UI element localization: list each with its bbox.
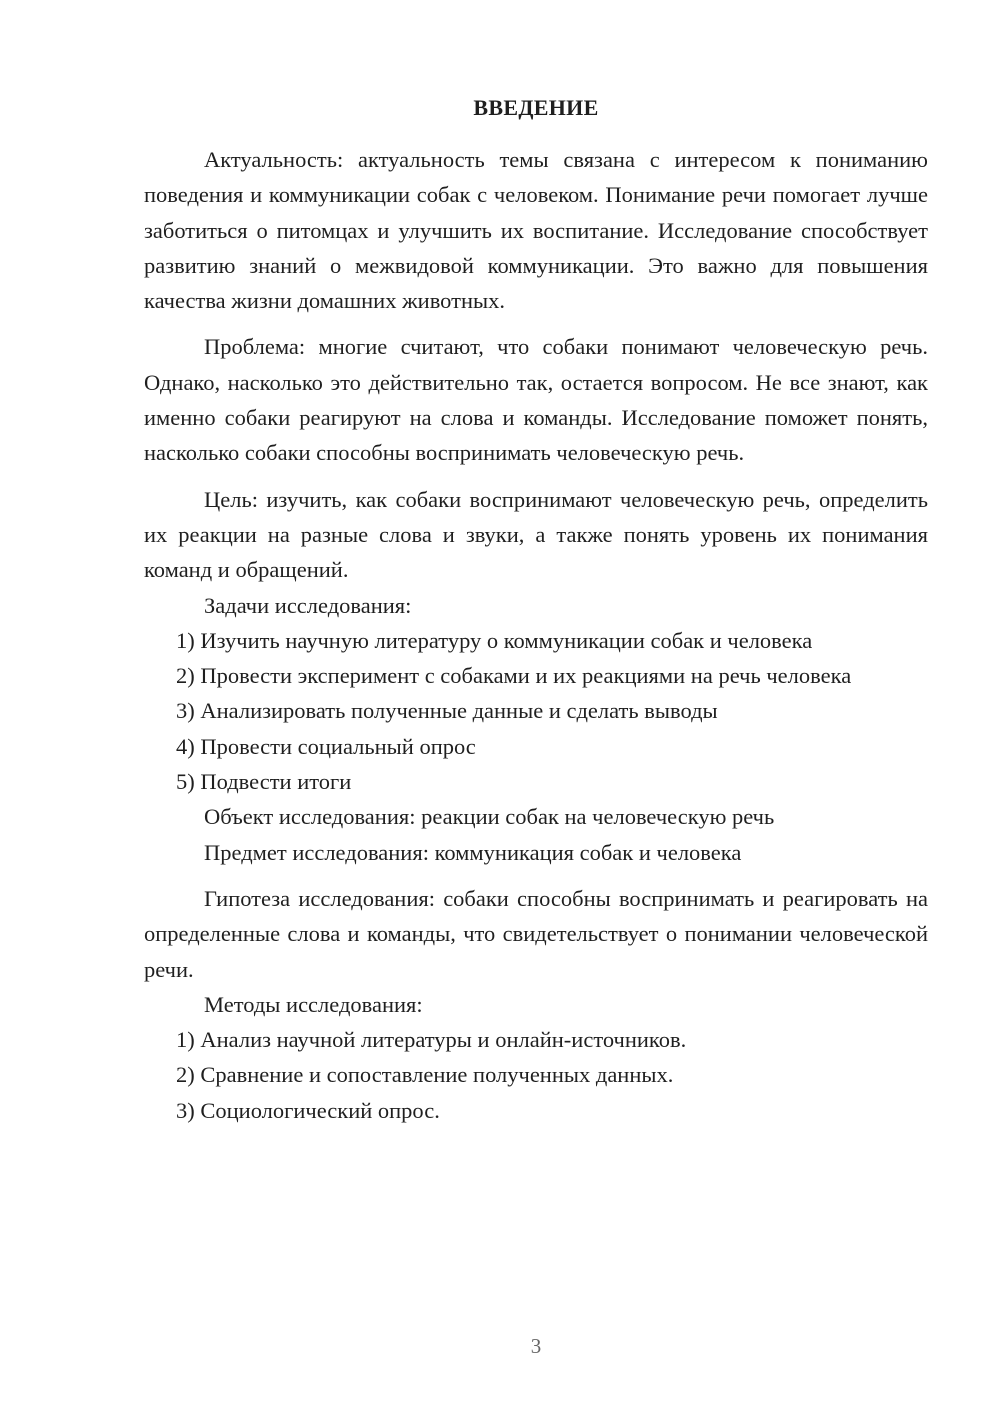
task-item-5: 5) Подвести итоги	[176, 769, 352, 795]
methods-list	[144, 1022, 928, 1128]
task-item-1: 1) Изучить научную литературу о коммуникации собак и человека	[176, 627, 813, 653]
method-item-2: 2) Сравнение и сопоставление полученных данных.	[176, 1062, 674, 1088]
goal-paragraph: Цель: изучить, как собаки воспринимают человеческую речь, определить их реакции на разные слова и звуки, а также понять уровень их понимания команд и обращений.	[144, 486, 928, 583]
tasks-list	[144, 623, 928, 799]
object-line: Объект исследования: реакции собак на человеческую речь	[204, 804, 775, 830]
tasks-title: Задачи исследования:	[204, 592, 412, 618]
methods-title: Методы исследования:	[204, 991, 423, 1017]
method-item-3: 3) Социологический опрос.	[176, 1097, 440, 1123]
task-item-4: 4) Провести социальный опрос	[176, 733, 476, 759]
page-body	[144, 142, 928, 1128]
page-number: 3	[530, 1334, 542, 1358]
subject-line: Предмет исследования: коммуникация собак и человека	[204, 839, 742, 865]
method-item-1: 1) Анализ научной литературы и онлайн-источников.	[176, 1027, 687, 1053]
problem-paragraph: Проблема: многие считают, что собаки понимают человеческую речь. Однако, насколько это действительно так, остается вопросом. Не все знают, как именно собаки реагируют на слова и команды. Исследование поможет понять, насколько собаки способны воспринимать человеческую речь.	[144, 334, 928, 466]
hypothesis-paragraph: Гипотеза исследования: собаки способны воспринимать и реагировать на определенные слова и команды, что свидетельствует о понимании человеческой речи.	[144, 885, 928, 982]
page-heading: ВВЕДЕНИЕ	[473, 95, 599, 120]
task-item-3: 3) Анализировать полученные данные и сделать выводы	[176, 698, 718, 724]
task-item-2: 2) Провести эксперимент с собаками и их реакциями на речь человека	[176, 663, 852, 689]
relevance-paragraph: Актуальность: актуальность темы связана с интересом к пониманию поведения и коммуникации собак с человеком. Понимание речи помогает лучше заботиться о питомцах и улучшить их воспитание. Исследование способствует развитию знаний о межвидовой коммуникации. Это важно для повышения качества жизни домашних животных.	[144, 147, 928, 314]
